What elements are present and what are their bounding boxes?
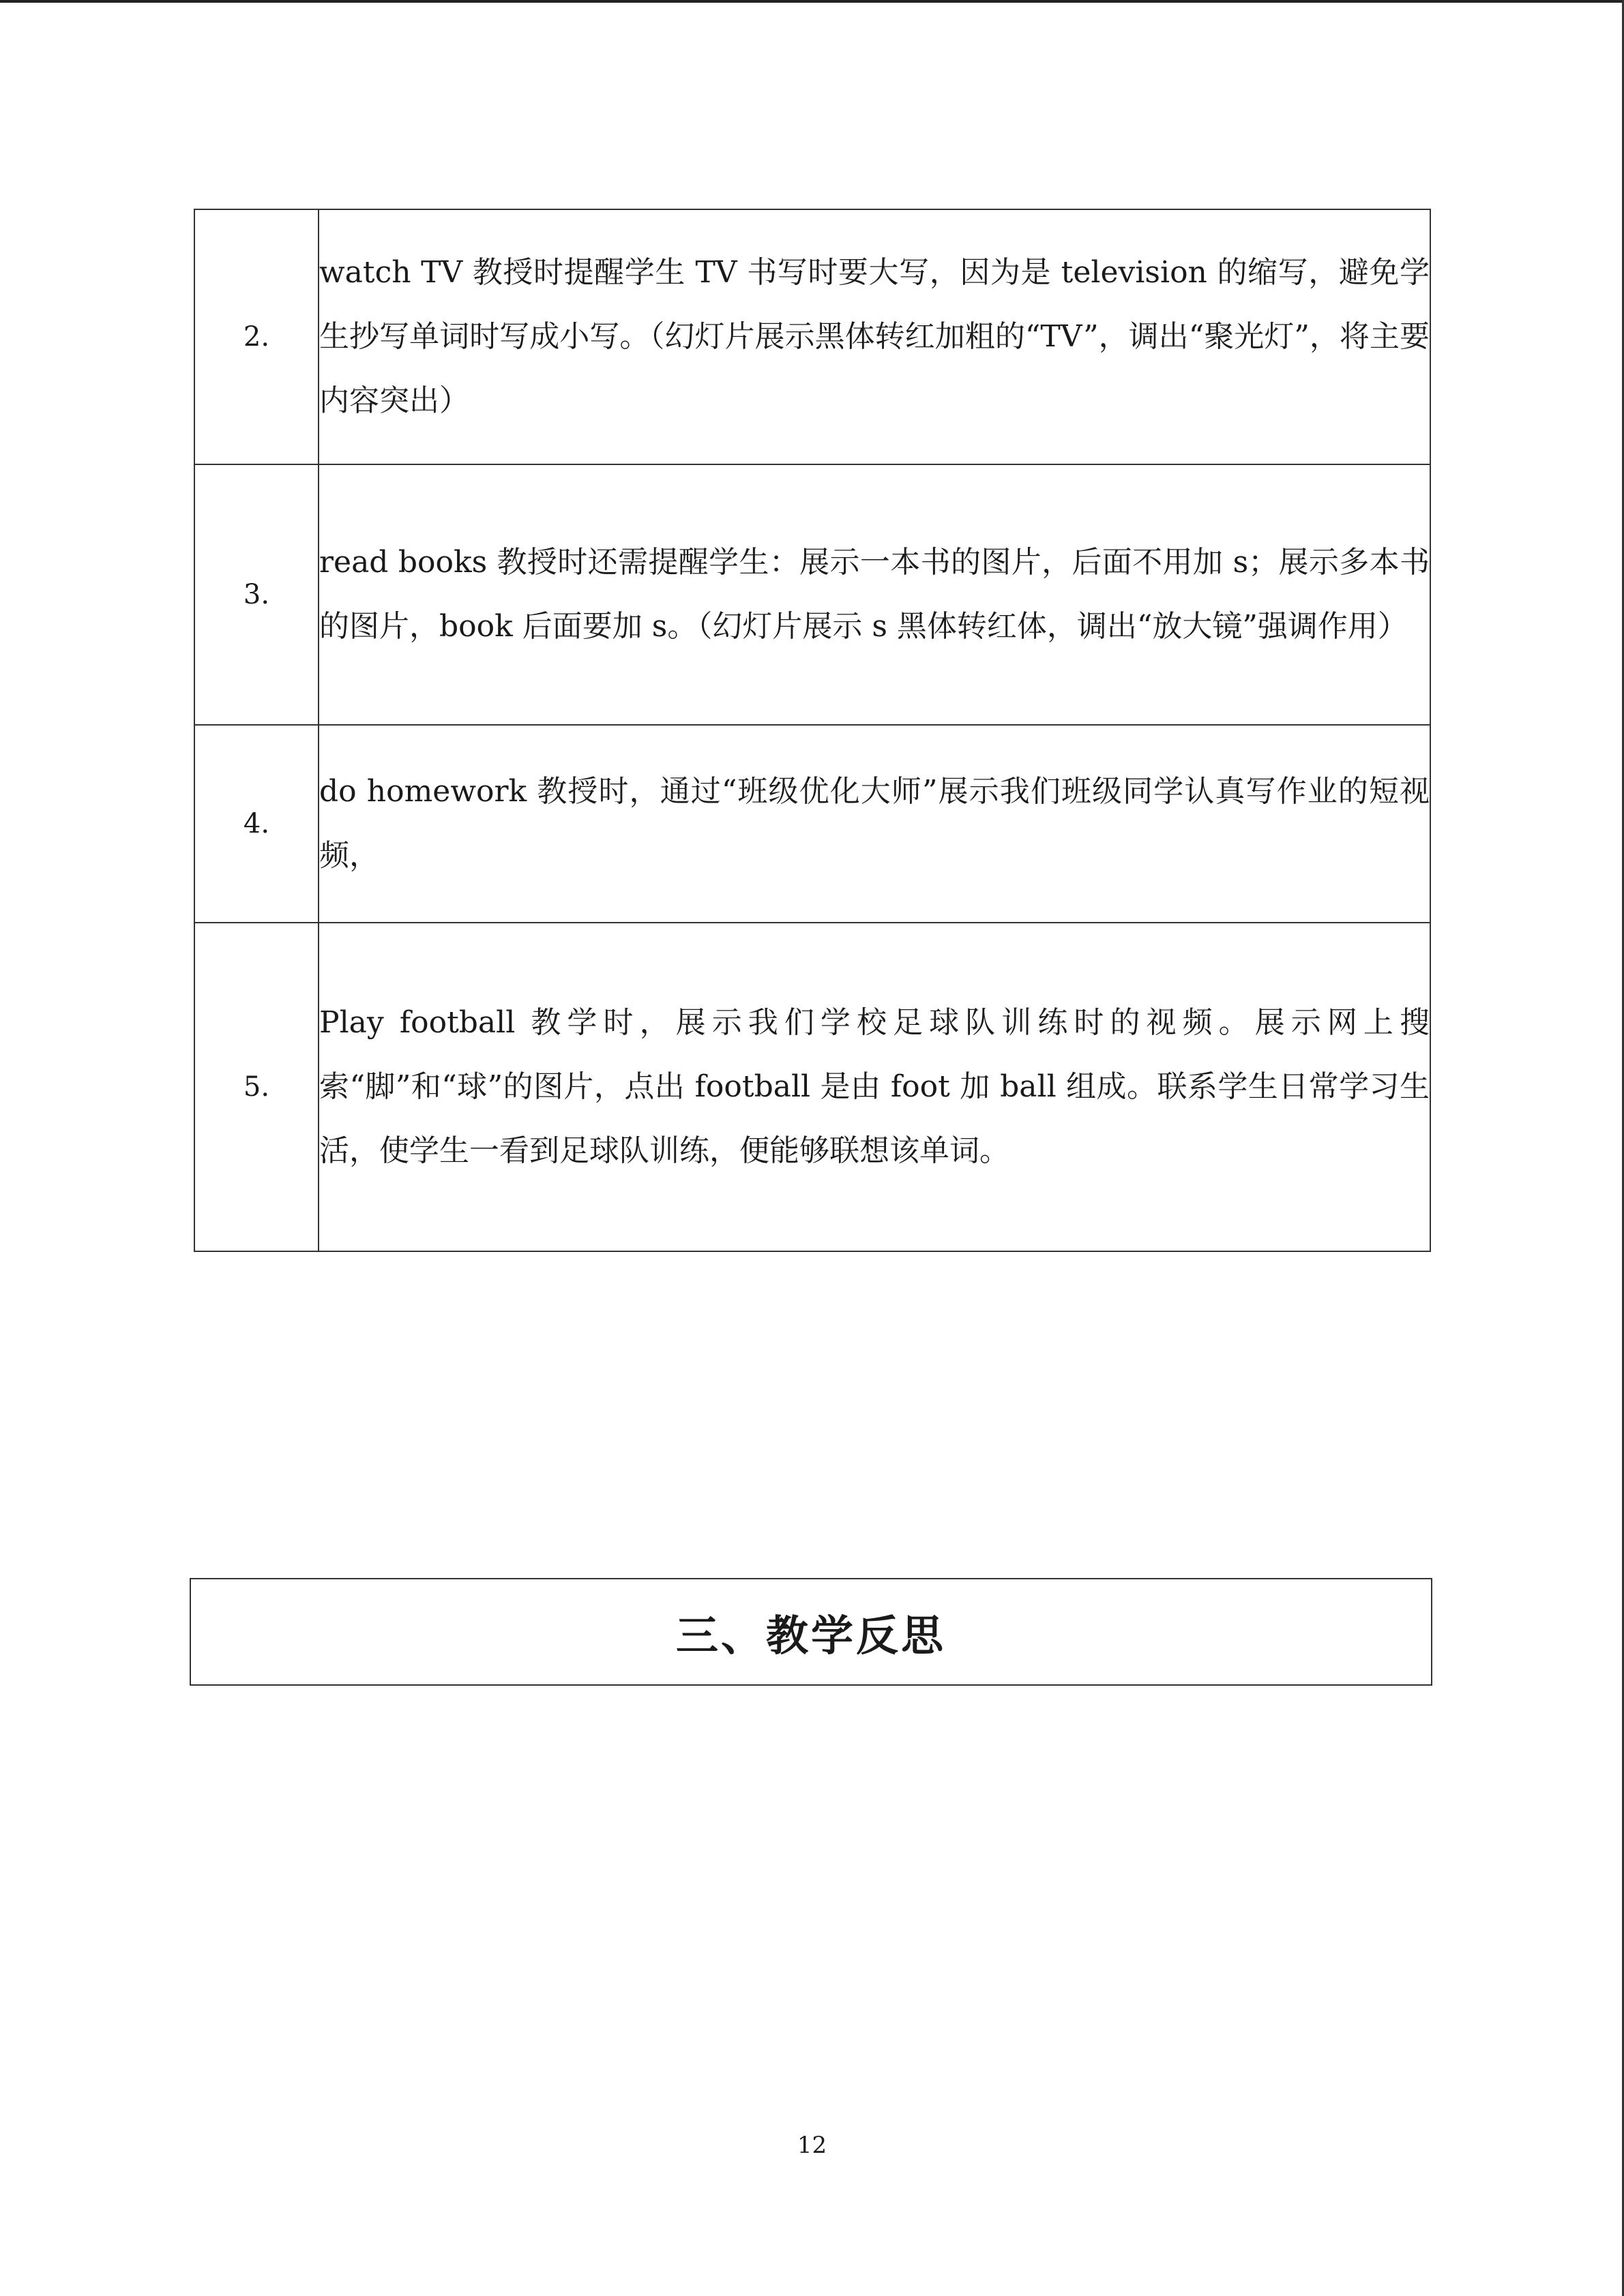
row-text: watch TV 教授时提醒学生 TV 书写时要大写，因为是 television 的缩写，避免学生抄写单词时写成小写。（幻灯片展示黑体转红加粗的“TV”，调出“聚光灯”，将主要内容突出） [319,209,1430,464]
section-heading-box [190,1578,1432,1686]
table-row [194,725,1430,923]
row-number: 2. [194,209,319,464]
row-number: 3. [194,464,319,725]
table-row [194,209,1430,464]
row-text: do homework 教授时，通过“班级优化大师”展示我们班级同学认真写作业的短视频， [319,725,1430,923]
section-title: 三、教学反思 [675,1610,946,1660]
teaching-steps-table [194,209,1431,1252]
page-number: 12 [797,2132,827,2159]
row-number: 5. [194,923,319,1251]
row-text: read books 教授时还需提醒学生：展示一本书的图片，后面不用加 s；展示多本书的图片，book 后面要加 s。（幻灯片展示 s 黑体转红体，调出“放大镜”强调作用） [319,464,1430,725]
table-row [194,923,1430,1251]
page-top-border [0,0,1624,3]
table-row [194,464,1430,725]
row-number: 4. [194,725,319,923]
row-text: Play football 教学时，展示我们学校足球队训练时的视频。展示网上搜索“脚”和“球”的图片，点出 football 是由 foot 加 ball 组成。联系学生日常学习生活，使学生一看到足球队训练，便能够联想该单词。 [319,923,1430,1251]
